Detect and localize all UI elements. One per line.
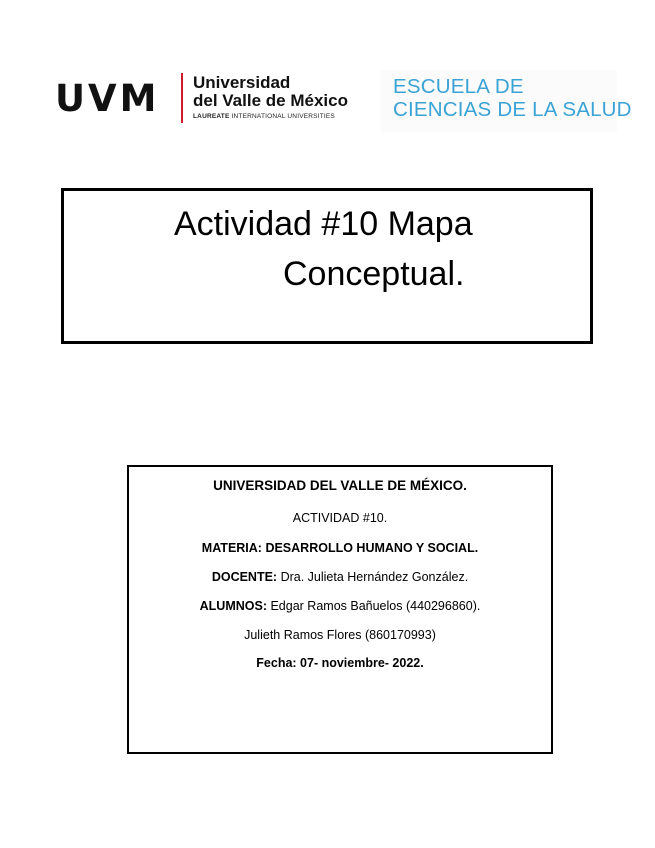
teacher-label: DOCENTE:	[211, 570, 278, 584]
uvm-logo-name-line1: Universidad	[193, 73, 291, 92]
student-1: Edgar Ramos Bañuelos (440296860).	[267, 599, 481, 613]
students-line	[129, 598, 551, 614]
uvm-logo	[55, 73, 355, 125]
title-line1: Actividad #10 Mapa	[174, 205, 473, 243]
uvm-logo-divider	[181, 73, 183, 123]
subject-label: MATERIA: DESARROLLO HUMANO Y SOCIAL.	[201, 541, 479, 555]
laureate-rest: INTERNATIONAL UNIVERSITIES	[229, 113, 335, 120]
teacher-line	[129, 569, 551, 585]
info-box	[127, 465, 553, 754]
title-box	[61, 188, 593, 344]
teacher-value: Dra. Julieta Hernández González.	[277, 570, 469, 584]
activity-label: ACTIVIDAD #10.	[292, 511, 388, 525]
uvm-logo-laureate	[193, 113, 335, 121]
uvm-logo-mark: UVM	[55, 77, 160, 120]
university-name: UNIVERSIDAD DEL VALLE DE MÉXICO.	[213, 478, 467, 493]
laureate-bold: LAUREATE	[193, 113, 230, 120]
school-logo-line1: ESCUELA DE	[393, 75, 524, 98]
date-line: Fecha: 07- noviembre- 2022.	[256, 656, 424, 670]
title-line2: Conceptual.	[283, 255, 465, 293]
school-logo-line2: CIENCIAS DE LA SALUD	[393, 98, 632, 121]
student-2: Julieth Ramos Flores (860170993)	[244, 628, 436, 642]
students-label: ALUMNOS:	[199, 599, 267, 613]
uvm-logo-name-line2: del Valle de México	[193, 91, 348, 110]
school-logo	[381, 70, 632, 132]
